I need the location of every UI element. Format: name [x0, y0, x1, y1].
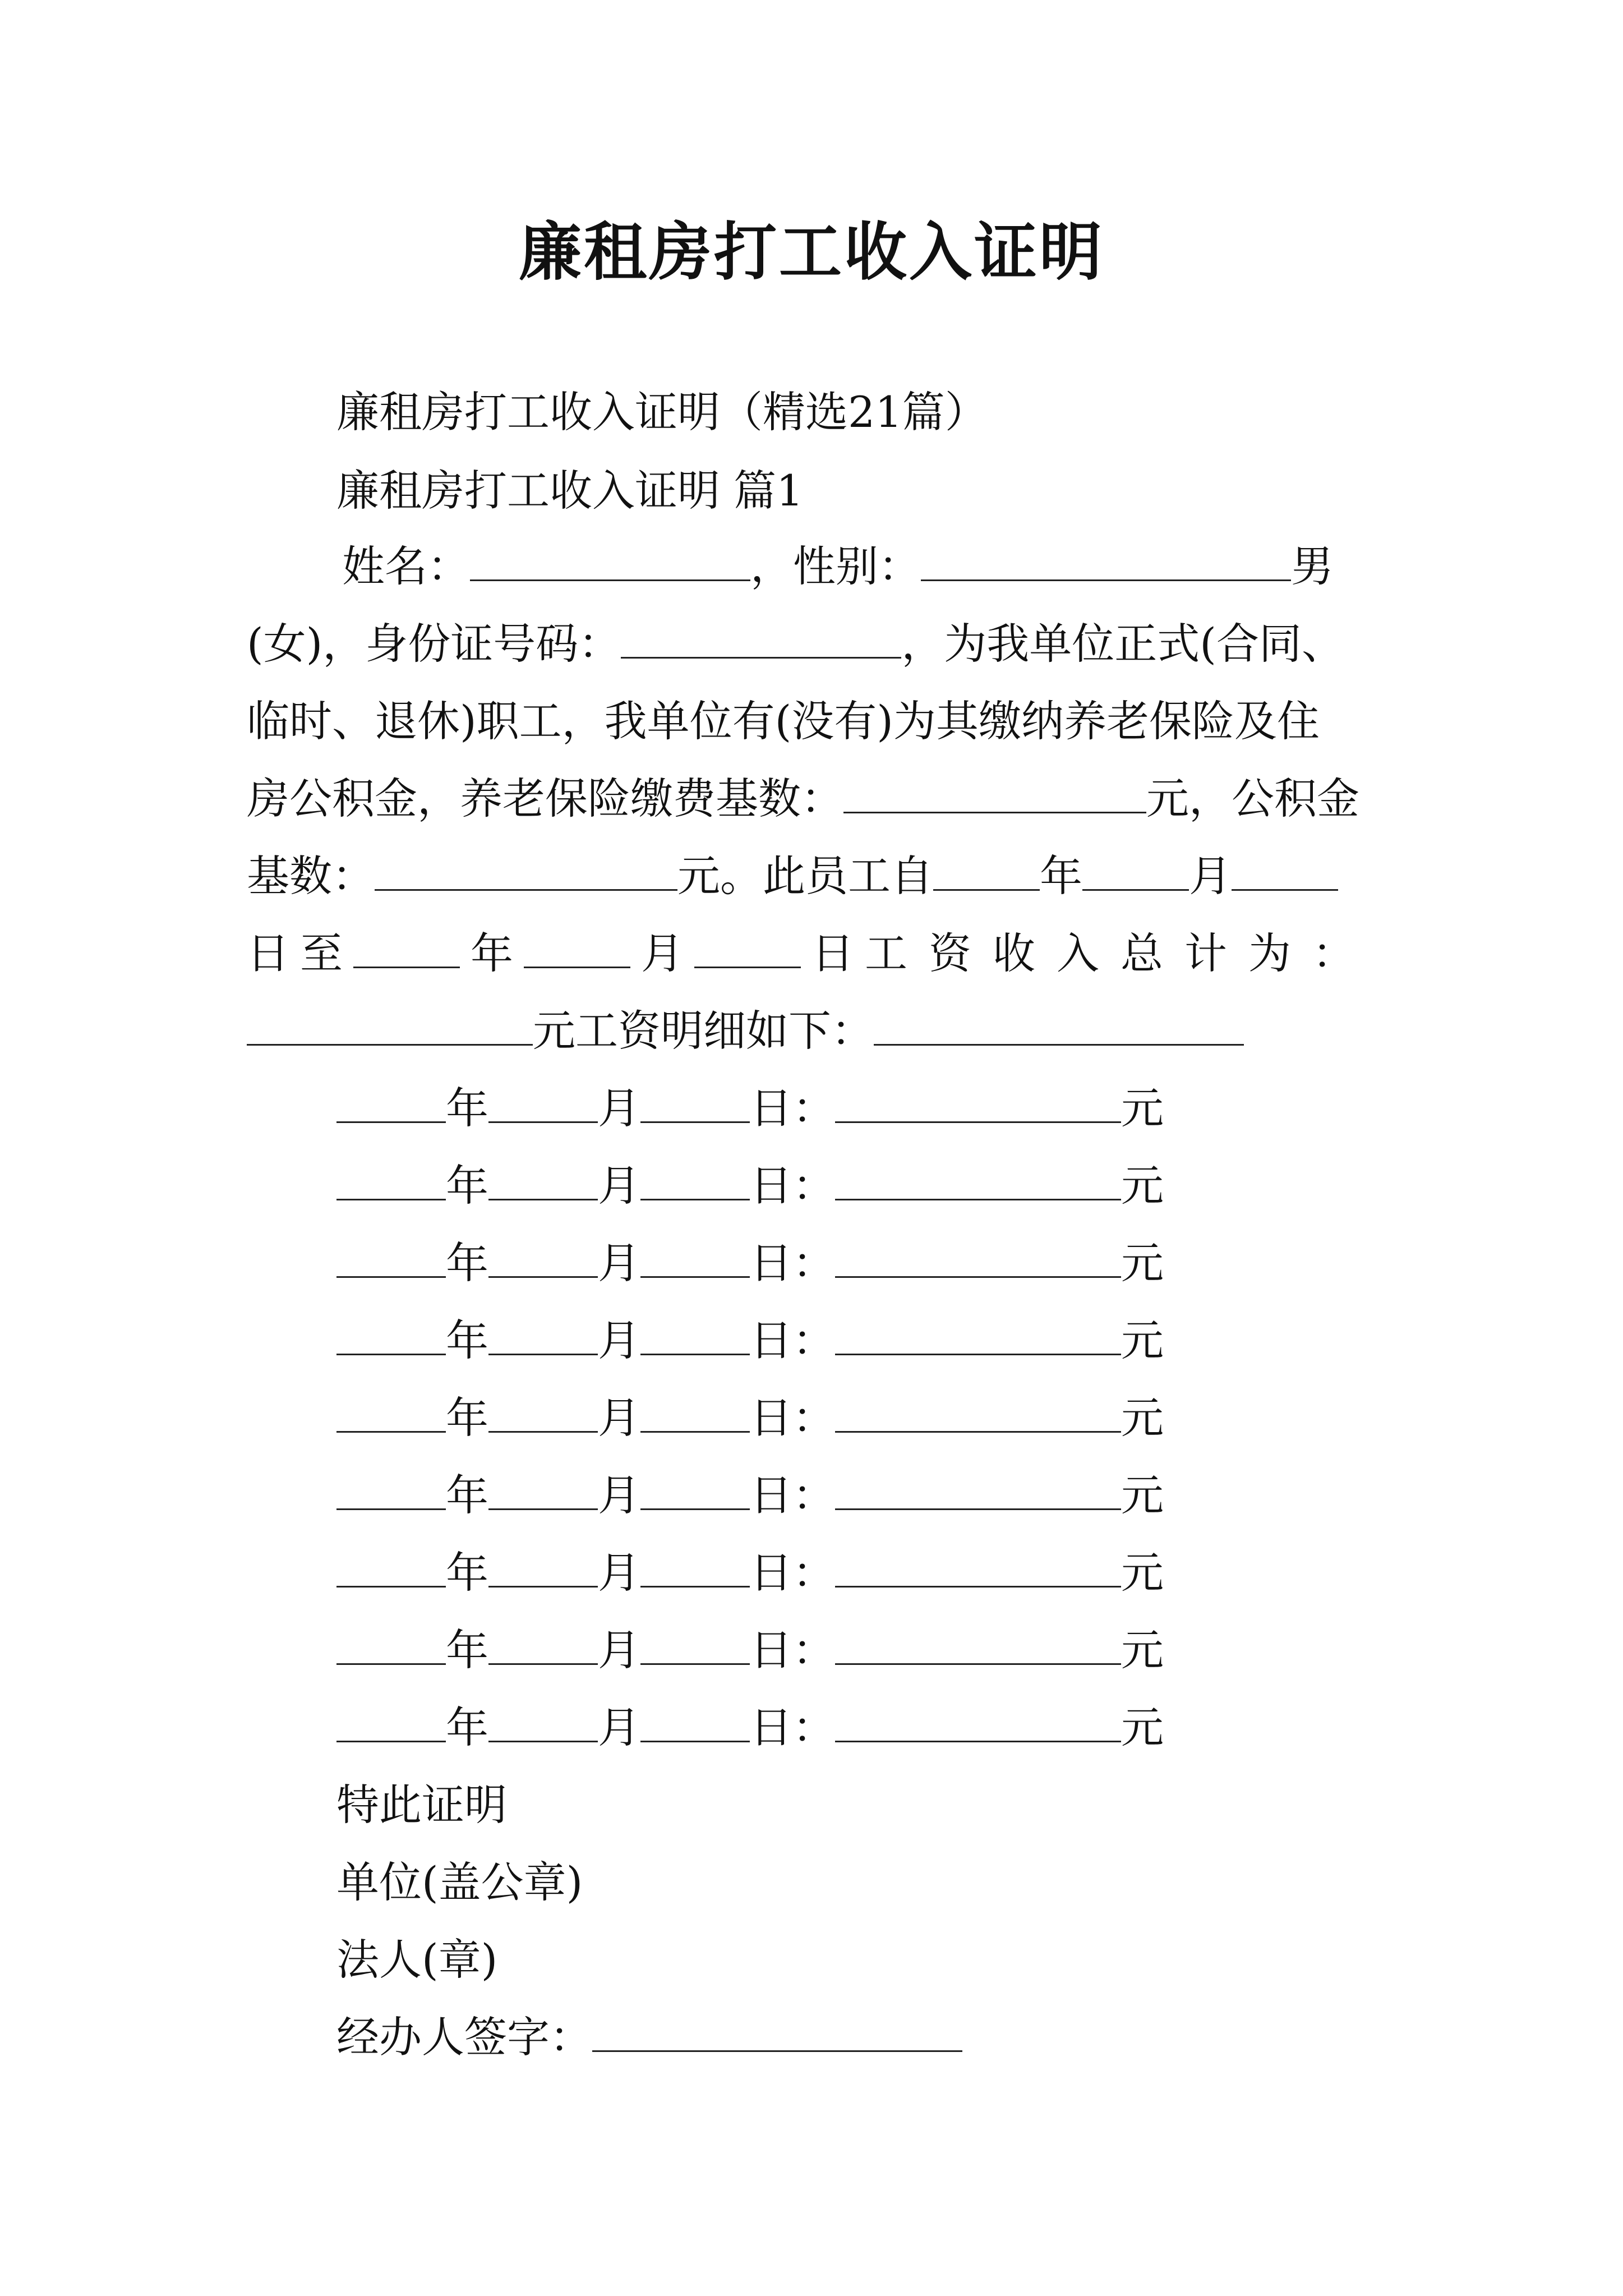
row-year-label: 年 [446, 1393, 488, 1443]
row-day-blank[interactable] [640, 1236, 750, 1278]
to-day-label: 日 [811, 928, 854, 978]
row-day-label: 日： [750, 1703, 835, 1752]
form-line-4 [247, 768, 1359, 830]
row-month-blank[interactable] [488, 1313, 598, 1355]
salary-row [336, 1697, 1164, 1759]
row-amount-blank[interactable] [835, 1158, 1121, 1200]
row-amount-blank[interactable] [835, 1236, 1121, 1278]
gender-blank[interactable] [921, 539, 1291, 581]
row-month-label: 月 [598, 1703, 640, 1752]
salary-row [336, 1310, 1164, 1372]
gender-label: 性别： [793, 541, 921, 591]
form-line-1 [342, 536, 1334, 597]
from-year-blank[interactable] [933, 849, 1040, 891]
to-month-blank[interactable] [524, 926, 630, 968]
row-month-blank[interactable] [488, 1700, 598, 1742]
total-text: 工资收入总计为： [865, 928, 1376, 978]
handler-label: 经办人签字： [336, 2012, 592, 2062]
salary-row [336, 1078, 1164, 1139]
to-year-label: 年 [471, 928, 513, 978]
row-day-blank[interactable] [640, 1623, 750, 1665]
from-day-label: 日 [247, 928, 289, 978]
from-day-blank[interactable] [1232, 849, 1338, 891]
row-yuan-label: 元 [1121, 1625, 1164, 1675]
employee-from-text: 元。此员工自 [677, 851, 933, 901]
row-day-blank[interactable] [640, 1700, 750, 1742]
to-day-blank[interactable] [694, 926, 801, 968]
row-month-label: 月 [598, 1161, 640, 1211]
row-amount-blank[interactable] [835, 1700, 1121, 1742]
year-label: 年 [1040, 851, 1082, 901]
male-text: 男 [1291, 541, 1334, 591]
row-yuan-label: 元 [1121, 1161, 1164, 1211]
row-month-blank[interactable] [488, 1236, 598, 1278]
row-day-label: 日： [750, 1161, 835, 1211]
row-day-label: 日： [750, 1393, 835, 1443]
row-day-blank[interactable] [640, 1468, 750, 1510]
row-day-blank[interactable] [640, 1313, 750, 1355]
row-day-blank[interactable] [640, 1391, 750, 1433]
row-yuan-label: 元 [1121, 1083, 1164, 1133]
row-amount-blank[interactable] [835, 1313, 1121, 1355]
row-month-blank[interactable] [488, 1158, 598, 1200]
form-line-7 [247, 1000, 1244, 1062]
row-yuan-label: 元 [1121, 1238, 1164, 1288]
id-number-blank[interactable] [621, 616, 901, 659]
section-heading: 廉租房打工收入证明 篇1 [336, 466, 804, 516]
row-year-label: 年 [446, 1625, 488, 1675]
detail-text: 元工资明细如下： [533, 1006, 874, 1056]
row-year-blank[interactable] [336, 1468, 446, 1510]
row-month-label: 月 [598, 1083, 640, 1133]
row-amount-blank[interactable] [835, 1468, 1121, 1510]
salary-row [336, 1465, 1164, 1526]
row-year-blank[interactable] [336, 1236, 446, 1278]
fund-text: 元，公积金 [1146, 774, 1359, 823]
row-month-label: 月 [598, 1548, 640, 1598]
handler-signature-blank[interactable] [592, 2010, 962, 2052]
comma: ， [750, 541, 793, 591]
row-month-label: 月 [598, 1315, 640, 1365]
salary-row [336, 1387, 1164, 1449]
legal-person-text: 法人(章) [336, 1935, 498, 1985]
row-month-label: 月 [598, 1625, 640, 1675]
month-label: 月 [1189, 851, 1232, 901]
row-day-blank[interactable] [640, 1545, 750, 1588]
row-amount-blank[interactable] [835, 1081, 1121, 1123]
row-month-blank[interactable] [488, 1391, 598, 1433]
row-day-label: 日： [750, 1238, 835, 1288]
row-year-label: 年 [446, 1238, 488, 1288]
to-month-label: 月 [641, 928, 684, 978]
detail-blank[interactable] [874, 1004, 1244, 1046]
row-day-label: 日： [750, 1548, 835, 1598]
row-yuan-label: 元 [1121, 1548, 1164, 1598]
row-year-label: 年 [446, 1161, 488, 1211]
row-month-blank[interactable] [488, 1623, 598, 1665]
row-year-blank[interactable] [336, 1158, 446, 1200]
row-month-label: 月 [598, 1470, 640, 1520]
from-month-blank[interactable] [1082, 849, 1189, 891]
row-year-label: 年 [446, 1470, 488, 1520]
fund-base-label: 基数： [247, 851, 375, 901]
pension-base-blank[interactable] [843, 771, 1146, 813]
row-month-blank[interactable] [488, 1468, 598, 1510]
salary-row [336, 1155, 1164, 1217]
document-title: 廉租房打工收入证明 [519, 215, 1104, 289]
unit-seal-text: 单位(盖公章) [336, 1857, 583, 1907]
row-yuan-label: 元 [1121, 1703, 1164, 1752]
row-day-blank[interactable] [640, 1081, 750, 1123]
salary-row [336, 1232, 1164, 1294]
row-year-blank[interactable] [336, 1391, 446, 1433]
row-month-label: 月 [598, 1393, 640, 1443]
row-yuan-label: 元 [1121, 1470, 1164, 1520]
form-line-2 [247, 613, 1344, 675]
row-year-blank[interactable] [336, 1313, 446, 1355]
total-blank[interactable] [247, 1004, 533, 1046]
name-label: 姓名： [342, 541, 470, 591]
to-year-blank[interactable] [353, 926, 460, 968]
subtitle: 廉租房打工收入证明（精选21篇） [336, 387, 988, 437]
row-year-label: 年 [446, 1548, 488, 1598]
row-day-label: 日： [750, 1470, 835, 1520]
row-day-blank[interactable] [640, 1158, 750, 1200]
salary-row [336, 1619, 1164, 1681]
row-year-label: 年 [446, 1315, 488, 1365]
row-day-label: 日： [750, 1625, 835, 1675]
row-amount-blank[interactable] [835, 1545, 1121, 1588]
pension-base-label: 房公积金，养老保险缴费基数： [247, 774, 843, 823]
to-label: 至 [300, 928, 343, 978]
female-id-label: (女)，身份证号码： [247, 619, 621, 669]
row-amount-blank[interactable] [835, 1391, 1121, 1433]
salary-row [336, 1542, 1164, 1604]
row-year-blank[interactable] [336, 1700, 446, 1742]
row-day-label: 日： [750, 1083, 835, 1133]
handler-line [336, 2007, 962, 2068]
form-line-3: 临时、退休)职工，我单位有(没有)为其缴纳养老保险及住 [247, 696, 1320, 746]
form-line-5 [247, 845, 1338, 907]
certify-text: 特此证明 [336, 1780, 507, 1830]
row-day-label: 日： [750, 1315, 835, 1365]
row-year-blank[interactable] [336, 1623, 446, 1665]
row-month-blank[interactable] [488, 1545, 598, 1588]
row-month-label: 月 [598, 1238, 640, 1288]
row-year-label: 年 [446, 1703, 488, 1752]
row-year-blank[interactable] [336, 1545, 446, 1588]
name-blank[interactable] [470, 539, 750, 581]
row-year-blank[interactable] [336, 1081, 446, 1123]
row-month-blank[interactable] [488, 1081, 598, 1123]
row-amount-blank[interactable] [835, 1623, 1121, 1665]
formal-staff-text: ，为我单位正式(合同、 [901, 619, 1344, 669]
row-yuan-label: 元 [1121, 1315, 1164, 1365]
form-line-6 [247, 923, 1376, 984]
fund-base-blank[interactable] [375, 849, 677, 891]
row-yuan-label: 元 [1121, 1393, 1164, 1443]
row-year-label: 年 [446, 1083, 488, 1133]
